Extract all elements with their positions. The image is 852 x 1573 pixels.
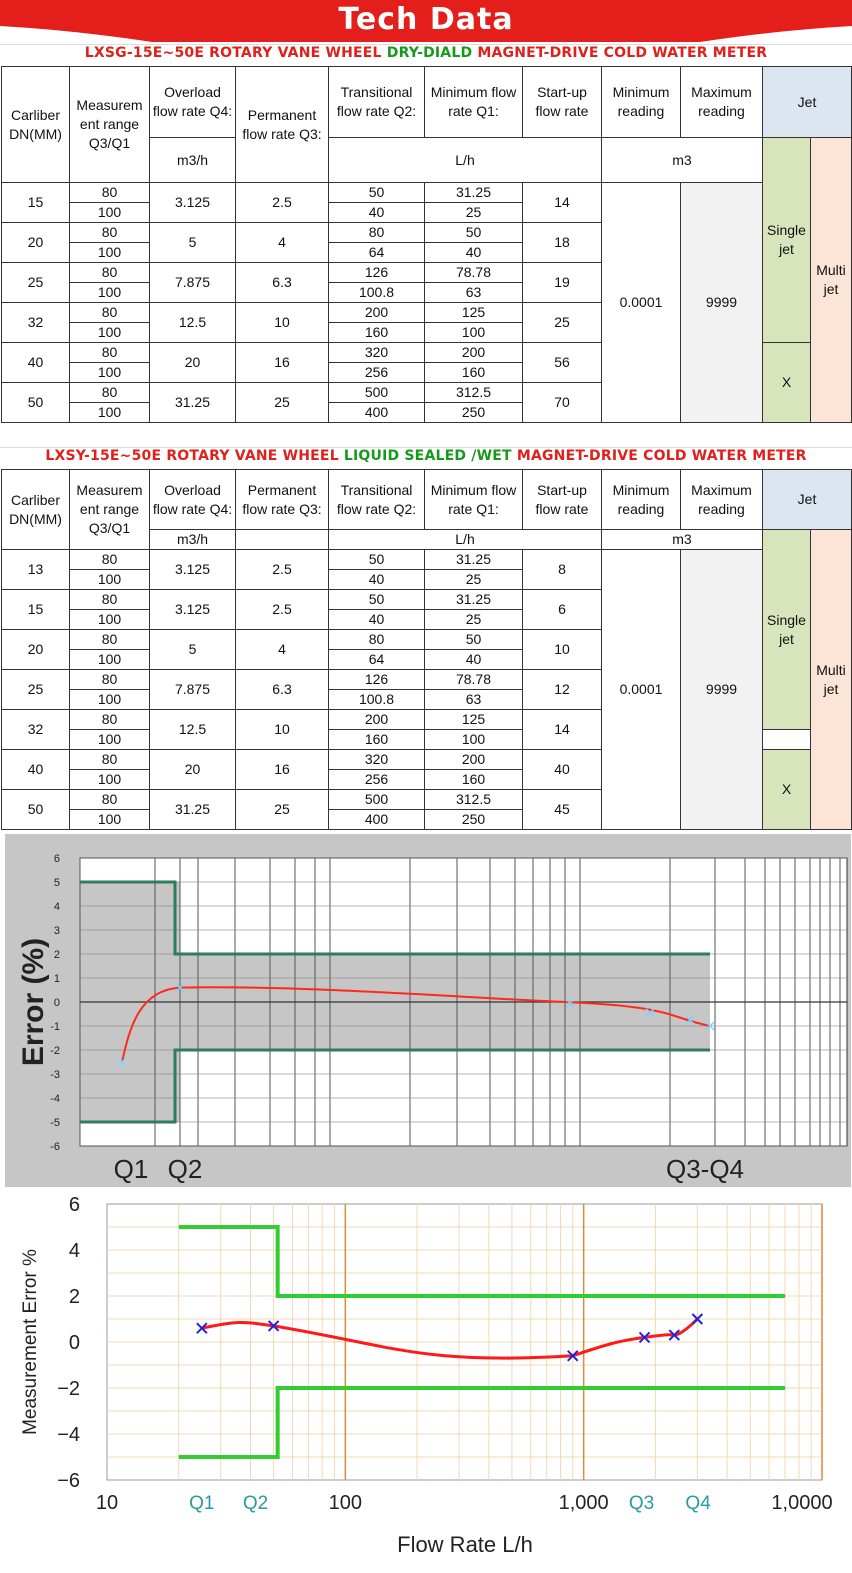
table1-title <box>0 44 852 66</box>
cell-range: 100 <box>70 570 150 590</box>
cell-q4: 5 <box>150 630 236 670</box>
x-tick-label: 10 <box>95 1492 119 1514</box>
cell-caliber: 25 <box>2 263 70 303</box>
cell-x: X <box>763 750 811 830</box>
cell-q4: 31.25 <box>150 790 236 830</box>
header-q1: Minimum flow rate Q1: <box>425 470 523 530</box>
cell-q3: 25 <box>236 383 329 423</box>
header-q2: Transitional flow rate Q2: <box>329 67 425 138</box>
subtitle-part: DRY-DIALD <box>386 45 478 61</box>
y-tick-label: 2 <box>68 1286 80 1308</box>
y-tick-label: 0 <box>53 997 60 1009</box>
cell-q2: 50 <box>329 183 425 203</box>
cell-q1: 63 <box>425 283 523 303</box>
cell-q3: 2.5 <box>236 550 329 590</box>
cell-range: 80 <box>70 550 150 570</box>
cell-range: 80 <box>70 670 150 690</box>
cell-range: 80 <box>70 710 150 730</box>
cell-q1: 250 <box>425 810 523 830</box>
cell-q1: 160 <box>425 363 523 383</box>
cell-startup: 10 <box>523 630 602 670</box>
cell-q1: 78.78 <box>425 263 523 283</box>
cell-range: 80 <box>70 223 150 243</box>
header-range: Measurem ent range Q3/Q1 <box>70 470 150 550</box>
cell-startup: 14 <box>523 710 602 750</box>
header-max-reading: Maximum reading <box>681 67 763 138</box>
cell-q2: 200 <box>329 710 425 730</box>
y-tick-label: −6 <box>57 1470 80 1492</box>
cell-startup: 56 <box>523 343 602 383</box>
cell-startup: 40 <box>523 750 602 790</box>
x-tick-label: 1,000 <box>558 1492 609 1514</box>
cell-range: 100 <box>70 770 150 790</box>
cell-q2: 400 <box>329 403 425 423</box>
cell-caliber: 32 <box>2 303 70 343</box>
cell-q1: 25 <box>425 610 523 630</box>
cell-q2: 50 <box>329 550 425 570</box>
cell-q2: 320 <box>329 343 425 363</box>
cell-startup: 8 <box>523 550 602 590</box>
unit-lh: L/h <box>329 138 602 183</box>
cell-q1: 100 <box>425 730 523 750</box>
error-chart-1-svg <box>5 834 851 1187</box>
cell-range: 80 <box>70 343 150 363</box>
cell-q3: 6.3 <box>236 670 329 710</box>
y-tick-label: -3 <box>50 1069 60 1081</box>
y-tick-label: -2 <box>50 1045 60 1057</box>
cell-q1: 31.25 <box>425 550 523 570</box>
cell-q3: 6.3 <box>236 263 329 303</box>
x-axis-label: Flow Rate L/h <box>397 1532 533 1557</box>
x-tick-label: 100 <box>328 1492 363 1514</box>
cell-startup: 18 <box>523 223 602 263</box>
subtitle-part: MAGNET-DRIVE COLD WATER METER <box>477 45 768 61</box>
cell-q4: 31.25 <box>150 383 236 423</box>
cell-range: 80 <box>70 750 150 770</box>
cell-range: 100 <box>70 610 150 630</box>
y-tick-label: 1 <box>53 973 60 985</box>
cell-q4: 3.125 <box>150 183 236 223</box>
cell-q1: 100 <box>425 323 523 343</box>
x-marker-label: Q2 <box>167 1154 203 1184</box>
multi-jet-cell: Multi jet <box>811 530 852 830</box>
subtitle-part: LXSG-15E~50E ROTARY VANE WHEEL <box>84 45 387 61</box>
cell-q1: 312.5 <box>425 383 523 403</box>
y-axis-label: Error (%) <box>17 937 50 1067</box>
cell-q1: 31.25 <box>425 183 523 203</box>
header-jet: Jet <box>763 67 852 138</box>
unit-lh: L/h <box>329 530 602 550</box>
cell-min-reading: 0.0001 <box>602 550 681 830</box>
x-marker-label: Q3-Q4 <box>665 1154 745 1184</box>
cell-q1: 25 <box>425 570 523 590</box>
cell-q1: 25 <box>425 203 523 223</box>
cell-caliber: 25 <box>2 670 70 710</box>
cell-q4: 7.875 <box>150 670 236 710</box>
cell-caliber: 40 <box>2 343 70 383</box>
cell-startup: 14 <box>523 183 602 223</box>
header-range: Measurem ent range Q3/Q1 <box>70 67 150 183</box>
cell-range: 100 <box>70 730 150 750</box>
cell-q1: 50 <box>425 223 523 243</box>
cell-q2: 320 <box>329 750 425 770</box>
y-tick-label: -5 <box>50 1117 60 1129</box>
cell-q3: 10 <box>236 710 329 750</box>
cell-q3: 4 <box>236 223 329 263</box>
cell-range: 100 <box>70 403 150 423</box>
cell-range: 80 <box>70 303 150 323</box>
y-tick-label: -1 <box>50 1021 60 1033</box>
y-tick-label: 3 <box>53 925 60 937</box>
y-tick-label: −2 <box>57 1378 80 1400</box>
cell-startup: 25 <box>523 303 602 343</box>
cell-range: 100 <box>70 203 150 223</box>
cell-q4: 5 <box>150 223 236 263</box>
cell-q4: 20 <box>150 750 236 790</box>
x-marker-label: Q1 <box>189 1493 215 1514</box>
cell-q4: 3.125 <box>150 590 236 630</box>
subtitle-part: MAGNET-DRIVE COLD WATER METER <box>516 448 807 464</box>
error-chart-1 <box>5 834 851 1187</box>
cell-range: 100 <box>70 283 150 303</box>
header-q3: Permanent flow rate Q3: <box>236 67 329 183</box>
cell-caliber: 15 <box>2 590 70 630</box>
cell-q2: 100.8 <box>329 283 425 303</box>
single-jet-cell: Single jet <box>763 530 811 730</box>
cell-q2: 500 <box>329 790 425 810</box>
unit-empty <box>236 530 329 550</box>
cell-q2: 64 <box>329 650 425 670</box>
cell-q4: 12.5 <box>150 303 236 343</box>
header-q1: Minimum flow rate Q1: <box>425 67 523 138</box>
cell-caliber: 40 <box>2 750 70 790</box>
error-chart-2-svg <box>0 1190 852 1568</box>
cell-q3: 2.5 <box>236 183 329 223</box>
cell-caliber: 32 <box>2 710 70 750</box>
x-marker-label: Q3 <box>628 1493 655 1514</box>
cell-q1: 200 <box>425 343 523 363</box>
cell-q1: 200 <box>425 750 523 770</box>
cell-startup: 6 <box>523 590 602 630</box>
x-marker-label: Q1 <box>113 1154 149 1184</box>
cell-caliber: 50 <box>2 790 70 830</box>
cell-q2: 100.8 <box>329 690 425 710</box>
cell-q3: 4 <box>236 630 329 670</box>
cell-q4: 3.125 <box>150 550 236 590</box>
cell-range: 100 <box>70 243 150 263</box>
cell-q3: 16 <box>236 750 329 790</box>
y-tick-label: 6 <box>53 853 60 865</box>
y-tick-label: 2 <box>53 949 60 961</box>
cell-caliber: 20 <box>2 630 70 670</box>
multi-jet-cell: Multi jet <box>811 138 852 423</box>
cell-range: 80 <box>70 383 150 403</box>
cell-q1: 40 <box>425 243 523 263</box>
cell-q2: 256 <box>329 363 425 383</box>
header-q2: Transitional flow rate Q2: <box>329 470 425 530</box>
unit-m3: m3 <box>602 138 763 183</box>
cell-q1: 160 <box>425 770 523 790</box>
cell-startup: 19 <box>523 263 602 303</box>
header-startup: Start-up flow rate <box>523 470 602 530</box>
cell-q4: 20 <box>150 343 236 383</box>
table-row <box>2 550 852 570</box>
cell-q2: 500 <box>329 383 425 403</box>
cell-range: 100 <box>70 810 150 830</box>
y-tick-label: 6 <box>68 1194 80 1216</box>
cell-q1: 78.78 <box>425 670 523 690</box>
cell-caliber: 13 <box>2 550 70 590</box>
cell-range: 100 <box>70 363 150 383</box>
table2-title <box>0 447 852 469</box>
cell-caliber: 15 <box>2 183 70 223</box>
x-marker-label: Q2 <box>242 1493 269 1514</box>
table-row <box>2 183 852 203</box>
cell-q2: 80 <box>329 223 425 243</box>
cell-q2: 160 <box>329 730 425 750</box>
header-q4: Overload flow rate Q4: <box>150 67 236 138</box>
subtitle-part: LIQUID SEALED /WET <box>343 448 517 464</box>
cell-q2: 126 <box>329 670 425 690</box>
y-tick-label: -4 <box>50 1093 60 1105</box>
cell-q4: 7.875 <box>150 263 236 303</box>
cell-q1: 63 <box>425 690 523 710</box>
header-caliber: Carliber DN(MM) <box>2 470 70 550</box>
header-caliber: Carliber DN(MM) <box>2 67 70 183</box>
cell-q3: 10 <box>236 303 329 343</box>
y-axis-label: Measurement Error % <box>20 1249 41 1435</box>
cell-q2: 160 <box>329 323 425 343</box>
single-jet-cell: Single jet <box>763 138 811 343</box>
cell-q1: 125 <box>425 710 523 730</box>
cell-q4: 12.5 <box>150 710 236 750</box>
cell-q1: 312.5 <box>425 790 523 810</box>
header-jet: Jet <box>763 470 852 530</box>
subtitle-part: LXSY-15E~50E ROTARY VANE WHEEL <box>45 448 344 464</box>
cell-range: 80 <box>70 183 150 203</box>
header-q3: Permanent flow rate Q3: <box>236 470 329 530</box>
spec-table-2 <box>1 469 852 830</box>
cell-range: 80 <box>70 590 150 610</box>
cell-q1: 250 <box>425 403 523 423</box>
cell-q1: 31.25 <box>425 590 523 610</box>
cell-q2: 40 <box>329 610 425 630</box>
cell-min-reading: 0.0001 <box>602 183 681 423</box>
cell-range: 80 <box>70 790 150 810</box>
x-marker-label: Q4 <box>685 1493 711 1514</box>
cell-q3: 16 <box>236 343 329 383</box>
cell-startup: 12 <box>523 670 602 710</box>
cell-q2: 40 <box>329 203 425 223</box>
cell-startup: 70 <box>523 383 602 423</box>
y-tick-label: 4 <box>68 1240 80 1262</box>
cell-q2: 400 <box>329 810 425 830</box>
error-chart-2 <box>0 1190 852 1568</box>
cell-max-reading: 9999 <box>681 183 763 423</box>
cell-q3: 2.5 <box>236 590 329 630</box>
x-tick-label: 1,0000 <box>771 1492 833 1514</box>
y-tick-label: 5 <box>53 877 60 889</box>
cell-range: 80 <box>70 630 150 650</box>
cell-q1: 125 <box>425 303 523 323</box>
cell-q2: 64 <box>329 243 425 263</box>
banner <box>0 0 852 44</box>
cell-q3: 25 <box>236 790 329 830</box>
y-tick-label: 4 <box>53 901 60 913</box>
cell-q2: 50 <box>329 590 425 610</box>
cell-range: 100 <box>70 650 150 670</box>
banner-title: Tech Data <box>338 2 514 37</box>
header-min-reading: Minimum reading <box>602 67 681 138</box>
cell-max-reading: 9999 <box>681 550 763 830</box>
unit-m3h: m3/h <box>150 138 236 183</box>
unit-m3h: m3/h <box>150 530 236 550</box>
cell-q2: 256 <box>329 770 425 790</box>
cell-q1: 40 <box>425 650 523 670</box>
cell-q2: 126 <box>329 263 425 283</box>
spec-table-1 <box>1 66 852 423</box>
cell-startup: 45 <box>523 790 602 830</box>
cell-q1: 50 <box>425 630 523 650</box>
y-tick-label: −4 <box>57 1424 80 1446</box>
cell-caliber: 50 <box>2 383 70 423</box>
cell-q2: 80 <box>329 630 425 650</box>
cell-range: 100 <box>70 690 150 710</box>
header-max-reading: Maximum reading <box>681 470 763 530</box>
header-startup: Start-up flow rate <box>523 67 602 138</box>
cell-q2: 40 <box>329 570 425 590</box>
unit-m3: m3 <box>602 530 763 550</box>
cell-caliber: 20 <box>2 223 70 263</box>
header-q4: Overload flow rate Q4: <box>150 470 236 530</box>
cell-range: 100 <box>70 323 150 343</box>
y-tick-label: 0 <box>68 1332 80 1354</box>
cell-range: 80 <box>70 263 150 283</box>
cell-q2: 200 <box>329 303 425 323</box>
cell-x: X <box>763 343 811 423</box>
header-min-reading: Minimum reading <box>602 470 681 530</box>
y-tick-label: -6 <box>50 1141 60 1153</box>
